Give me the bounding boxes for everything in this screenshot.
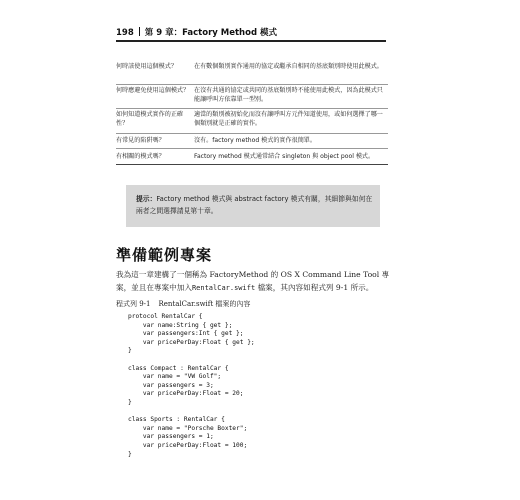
- code-line: var pricePerDay:Float = 100;: [128, 441, 248, 449]
- code-line: }: [128, 347, 132, 355]
- page-header: [116, 26, 277, 38]
- code-line: class Sports : RentalCar {: [128, 416, 225, 424]
- table-question: 有相關的模式嗎？: [116, 153, 165, 160]
- header-separator: [139, 27, 140, 36]
- tip-label: 提示：: [136, 195, 157, 203]
- table-divider: [116, 133, 388, 134]
- code-line: var passengers = 3;: [128, 381, 214, 389]
- code-line: var pricePerDay:Float { get };: [128, 338, 255, 346]
- table-answer: 沒有。factory method 模式的實作很簡單。: [194, 137, 316, 144]
- code-line: var name = "Porsche Boxter";: [128, 424, 248, 432]
- body-paragraph: [116, 268, 396, 295]
- body-text-part2: 檔案，其內容如程式列 9-1 所示。: [255, 283, 374, 292]
- header-rule: [116, 40, 386, 42]
- code-line: }: [128, 398, 132, 406]
- section-title: 準備範例專案: [116, 246, 213, 264]
- table-question: 何時該使用這個模式？: [116, 63, 177, 70]
- table-divider: [116, 108, 388, 109]
- page-number: 198: [116, 28, 134, 38]
- table-question: 何時應避免使用這個模式？: [116, 87, 190, 94]
- listing-caption: [116, 299, 250, 309]
- body-text-part1: 我為這一章建構了一個稱為 FactoryMethod 的 OS X Command Line Tool 專案，並且在專案中加入: [116, 270, 390, 292]
- code-line: }: [128, 450, 132, 458]
- inline-filename: RentalCar.swift: [191, 284, 256, 292]
- table-answer: Factory method 模式通常結合 singleton 與 object pool 模式。: [194, 153, 375, 160]
- code-line: var name = "VW Golf";: [128, 373, 222, 381]
- chapter-title: 第 9 章：Factory Method 模式: [144, 28, 277, 38]
- tip-body: Factory method 模式與 abstract factory 模式有關，其細節與如何在兩者之間選擇請見第十章。: [136, 195, 373, 215]
- table-answer: 適當的類別被初始化而沒有讓呼叫方元件知道使用，或如何選擇了哪一個類別就是正確的實作。: [194, 111, 383, 128]
- table-question: 如何知道模式實作的正確性？: [116, 111, 184, 128]
- table-divider: [116, 148, 388, 149]
- code-line: class Compact : RentalCar {: [128, 364, 229, 372]
- code-line: var passengers = 1;: [128, 433, 214, 441]
- listing-number: 程式列 9-1: [116, 300, 151, 308]
- code-line: var passengers:Int { get };: [128, 330, 244, 338]
- table-answer: 在沒有共通的協定或共同的基底類別時不能使用此模式，因為此模式只能讓呼叫方依靠單一型別。: [194, 87, 383, 104]
- table-bottom-rule: [116, 164, 388, 165]
- code-line: var name:String { get };: [128, 321, 233, 329]
- code-line: var pricePerDay:Float = 20;: [128, 390, 244, 398]
- tip-text: [136, 193, 374, 217]
- code-listing: [128, 313, 255, 459]
- table-divider: [116, 84, 388, 85]
- tip-box: [126, 185, 380, 227]
- table-answer: 在有數個類別實作通用的協定或繼承自相同的基底類別時使用此模式。: [194, 63, 383, 70]
- table-question: 有常見的陷阱嗎？: [116, 137, 165, 144]
- code-line: protocol RentalCar {: [128, 313, 203, 320]
- listing-title: RentalCar.swift 檔案的內容: [158, 300, 251, 308]
